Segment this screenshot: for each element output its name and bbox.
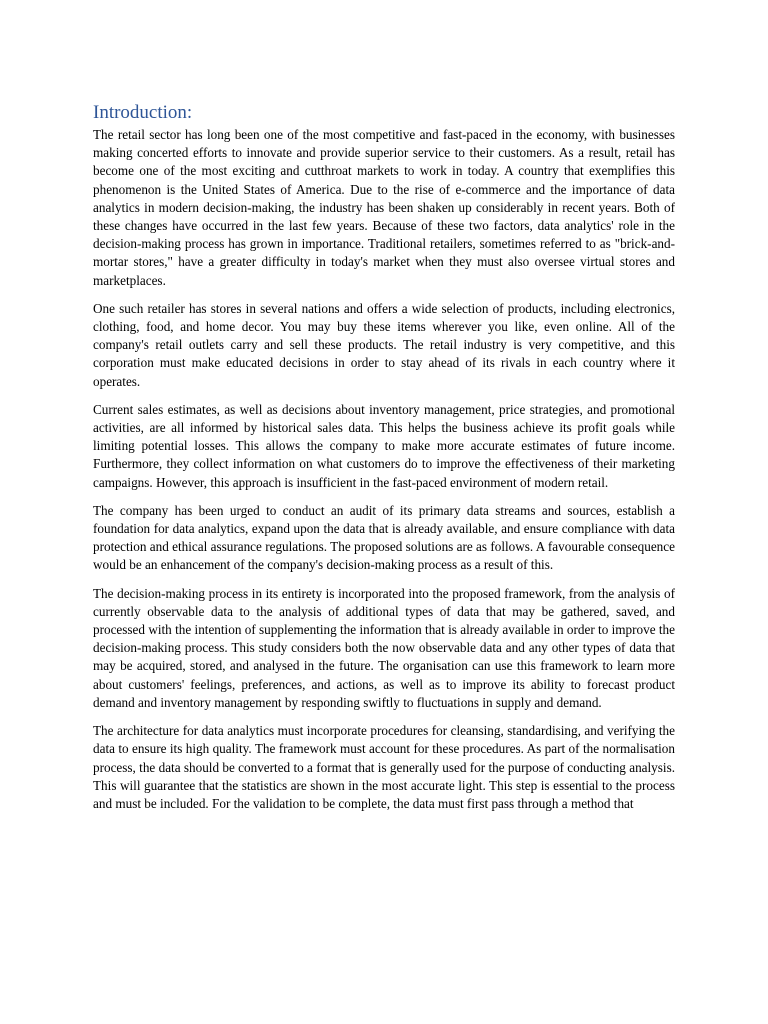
paragraph-3: Current sales estimates, as well as decisions about inventory management, price strategies, and promotional activities, are all informed by historical sales data. This helps the business achieve its profit goals while limiting potential losses. This allows the company to make more accurate estimates of future income. Furthermore, they collect information on what customers do to improve the effectiveness of their marketing campaigns. However, this approach is insufficient in the fast-paced environment of modern retail. (93, 401, 675, 490)
paragraph-2: One such retailer has stores in several nations and offers a wide selection of products, including electronics, clothing, food, and home decor. You may buy these items wherever you like, even online. All of the company's retail outlets carry and sell these products. The retail industry is very competitive, and this corporation must make educated decisions in order to stay ahead of its rivals in each country where it operates. (93, 300, 675, 389)
paragraph-4: The company has been urged to conduct an audit of its primary data streams and sources, establish a foundation for data analytics, expand upon the data that is already available, and ensure compliance with data protection and ethical assurance regulations. The proposed solutions are as follows. A favourable consequence would be an enhancement of the company's decision-making process as a result of this. (93, 502, 675, 573)
paragraph-1: The retail sector has long been one of the most competitive and fast-paced in the economy, with businesses making concerted efforts to innovate and provide superior service to their customers. As a result, retail has become one of the most exciting and cutthroat markets to work in today. A country that exemplifies this phenomenon is the United States of America. Due to the rise of e-commerce and the importance of data analytics in modern decision-making, the industry has been shaken up considerably in recent years. Both of these changes have occurred in the last few years. Because of these two factors, data analytics' role in the decision-making process has grown in importance. Traditional retailers, sometimes referred to as "brick-and-mortar stores," have a greater difficulty in today's market when they must also oversee virtual stores and marketplaces. (93, 127, 675, 288)
section-heading: Introduction: (93, 102, 193, 123)
paragraph-6: The architecture for data analytics must incorporate procedures for cleansing, standardising, and verifying the data to ensure its high quality. The framework must account for these procedures. As part of the normalisation process, the data should be converted to a format that is generally used for the purpose of conducting analysis. This will guarantee that the statistics are shown in the most accurate light. This step is essential to the process and must be included. For the validation to be complete, the data must first pass through a method that (93, 723, 675, 811)
document-body (93, 102, 675, 823)
paragraph-5: The decision-making process in its entirety is incorporated into the proposed framework, from the analysis of currently observable data to the analysis of additional types of data that may be gathered, saved, and processed with the intention of supplementing the information that is already available in order to improve the decision-making process. This study considers both the now observable data and any other types of data that may be acquired, stored, and analysed in the future. The organisation can use this framework to learn more about customers' feelings, preferences, and actions, as well as to improve its ability to forecast product demand and inventory management by responding swiftly to fluctuations in supply and demand. (93, 585, 675, 710)
